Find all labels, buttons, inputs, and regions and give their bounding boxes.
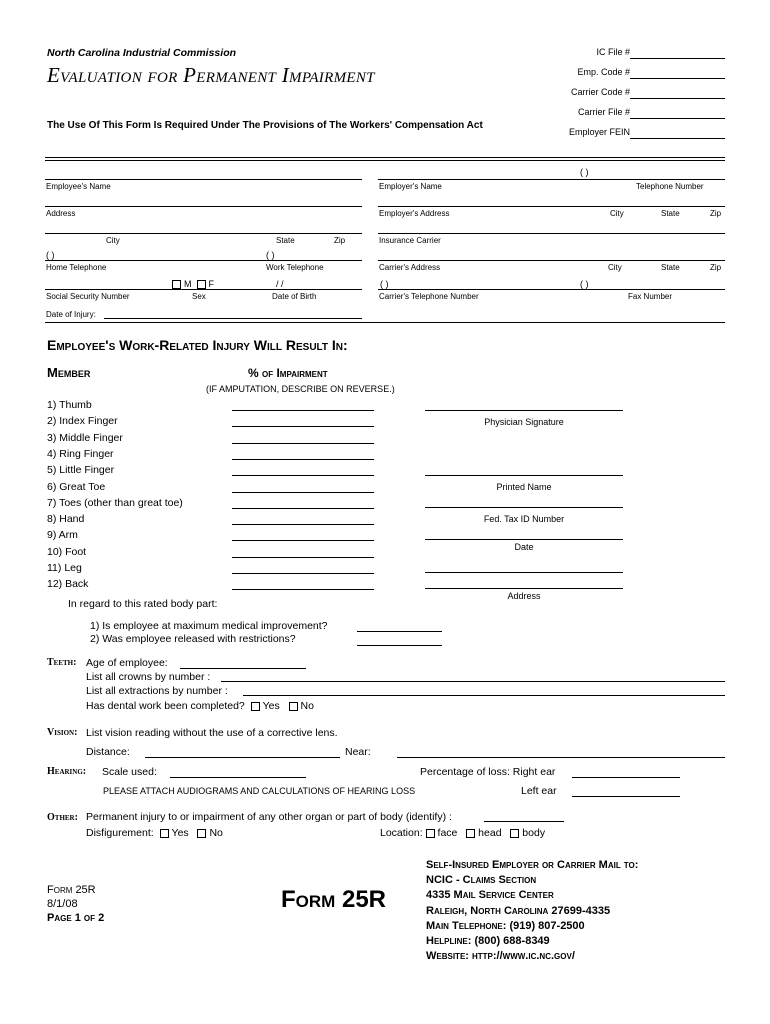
member-item: 2) Index Finger	[47, 415, 118, 428]
member-heading: Member	[47, 365, 91, 380]
physician-signature-label: Physician Signature	[484, 417, 564, 427]
agency-name: North Carolina Industrial Commission	[47, 47, 237, 59]
left-ear-label: Left ear	[521, 785, 557, 797]
distance-label: Distance:	[86, 746, 130, 758]
form-subtitle: The Use Of This Form Is Required Under The Provisions of The Workers' Compensation Act	[47, 120, 483, 131]
distance-field[interactable]	[145, 757, 340, 758]
work-telephone-label: Work Telephone	[266, 263, 324, 272]
emp-code-label: Emp. Code #	[577, 67, 630, 77]
disfig-no-checkbox[interactable]	[197, 829, 206, 838]
printed-name-label: Printed Name	[496, 482, 552, 492]
amputation-note: (IF AMPUTATION, DESCRIBE ON REVERSE.)	[206, 384, 395, 394]
header-rule	[45, 157, 725, 158]
employer-phone-paren: ( )	[580, 167, 589, 177]
employer-address-field[interactable]	[378, 206, 725, 207]
member-impairment-field[interactable]	[232, 573, 374, 574]
employer-city-label: City	[610, 209, 624, 218]
head-label: head	[478, 827, 502, 839]
tax-id-field[interactable]	[425, 507, 623, 508]
member-item: 11) Leg	[47, 562, 82, 574]
carrier-phone-label: Carrier's Telephone Number	[379, 292, 479, 301]
other-label: Other:	[47, 812, 78, 823]
physician-address-label: Address	[507, 591, 541, 601]
printed-name-field[interactable]	[425, 475, 623, 476]
sex-m-label: M	[184, 279, 192, 289]
home-phone-paren: ( )	[46, 250, 55, 260]
member-item: 12) Back	[47, 578, 89, 591]
rated-body-part: In regard to this rated body part:	[68, 598, 218, 610]
carrier-state-label: State	[661, 263, 680, 272]
location-row	[380, 827, 545, 839]
work-phone-paren: ( )	[266, 250, 275, 260]
ssn-label: Social Security Number	[46, 292, 130, 301]
mail-line: Self-Insured Employer or Carrier Mail to:	[426, 859, 639, 871]
scale-label: Scale used:	[102, 766, 157, 778]
phones-field[interactable]	[45, 260, 362, 261]
mail-line: NCIC - Claims Section	[426, 874, 537, 887]
sex-options[interactable]	[172, 279, 214, 289]
address-line-1[interactable]	[425, 572, 623, 573]
employer-address-label: Employer's Address	[379, 209, 450, 218]
member-impairment-field[interactable]	[232, 443, 374, 444]
header-rule-2	[45, 160, 725, 161]
crowns-label: List all crowns by number :	[86, 671, 211, 683]
sex-f-label: F	[208, 279, 215, 289]
date-label: Date	[514, 542, 534, 552]
mail-line: Raleigh, North Carolina 27699-4335	[426, 904, 611, 917]
carrier-city-label: City	[608, 263, 622, 272]
location-label: Location:	[380, 827, 423, 839]
member-impairment-field[interactable]	[232, 492, 374, 493]
member-impairment-field[interactable]	[232, 508, 374, 509]
telephone-number-label: Telephone Number	[636, 182, 704, 191]
face-checkbox[interactable]	[426, 829, 435, 838]
pct-heading: % of Impairment	[248, 366, 328, 380]
member-item: 5) Little Finger	[47, 464, 115, 477]
employee-name-label: Employee's Name	[46, 182, 111, 191]
right-ear-field[interactable]	[572, 777, 680, 778]
dental-yes-checkbox[interactable]	[251, 702, 260, 711]
dental-no-label: No	[300, 700, 314, 712]
carrier-zip-label: Zip	[710, 263, 722, 272]
ssn-sex-dob-field[interactable]	[45, 289, 362, 290]
carrier-phone-paren: ( )	[380, 279, 389, 289]
other-field[interactable]	[484, 821, 564, 822]
age-field[interactable]	[180, 668, 306, 669]
member-impairment-field[interactable]	[232, 589, 374, 590]
carrier-phone-field[interactable]	[378, 289, 725, 290]
employer-name-field[interactable]	[378, 179, 725, 180]
fax-label: Fax Number	[628, 292, 673, 301]
member-item: 6) Great Toe	[47, 480, 106, 493]
head-checkbox[interactable]	[466, 829, 475, 838]
emp-code-field[interactable]	[630, 78, 725, 79]
employee-city-state-field[interactable]	[45, 233, 362, 234]
member-impairment-field[interactable]	[232, 459, 374, 460]
attach-note: PLEASE ATTACH AUDIOGRAMS AND CALCULATIONS OF HEARING LOSS	[103, 786, 416, 796]
member-item: 7) Toes (other than great toe)	[47, 496, 183, 509]
restrictions-answer[interactable]	[357, 645, 442, 646]
near-field[interactable]	[397, 757, 725, 758]
member-item: 9) Arm	[47, 529, 78, 542]
body-checkbox[interactable]	[510, 829, 519, 838]
zip-label: Zip	[334, 236, 346, 245]
carrier-code-label: Carrier Code #	[570, 87, 630, 97]
mail-line: Helpline: (800) 688-8349	[426, 935, 550, 947]
address-label: Address	[46, 209, 76, 218]
carrier-file-label: Carrier File #	[577, 107, 630, 117]
sex-label: Sex	[192, 292, 206, 301]
hearing-label: Hearing:	[47, 766, 87, 777]
disfigurement-row	[86, 827, 223, 839]
employer-zip-label: Zip	[710, 209, 722, 218]
date-of-injury-field[interactable]	[104, 318, 362, 319]
carrier-address-label: Carrier's Address	[379, 263, 441, 272]
member-impairment-field[interactable]	[232, 475, 374, 476]
sex-m-checkbox[interactable]	[172, 280, 181, 289]
carrier-file-field[interactable]	[630, 118, 725, 119]
disfig-yes-label: Yes	[171, 827, 189, 839]
form-title: Evaluation for Permanent Impairment	[47, 63, 375, 87]
injury-heading: Employee's Work-Related Injury Will Result In:	[47, 337, 348, 353]
mail-line: 4335 Mail Service Center	[426, 889, 554, 902]
mmi-question: 1) Is employee at maximum medical improvement?	[90, 620, 328, 632]
extractions-label: List all extractions by number :	[86, 685, 228, 697]
employee-address-field[interactable]	[45, 206, 362, 207]
sex-f-checkbox[interactable]	[197, 280, 206, 289]
member-impairment-field[interactable]	[232, 426, 374, 427]
member-item: 8) Hand	[47, 513, 85, 526]
disfig-no-label: No	[209, 827, 223, 839]
disfigurement-label: Disfigurement:	[86, 827, 154, 839]
left-ear-field[interactable]	[572, 796, 680, 797]
carrier-code-field[interactable]	[630, 98, 725, 99]
fax-paren: ( )	[580, 279, 589, 289]
employer-fein-field[interactable]	[630, 138, 725, 139]
employer-name-label: Employer's Name	[379, 182, 442, 191]
disfig-yes-checkbox[interactable]	[160, 829, 169, 838]
employer-state-label: State	[661, 209, 680, 218]
section-rule	[45, 322, 725, 323]
near-label: Near:	[345, 746, 371, 758]
state-label: State	[276, 236, 295, 245]
teeth-label: Teeth:	[47, 657, 77, 668]
dental-no-checkbox[interactable]	[289, 702, 298, 711]
ic-file-label: IC File #	[596, 47, 630, 57]
member-item: 10) Foot	[47, 545, 87, 558]
dental-label: Has dental work been completed?	[86, 700, 245, 712]
tax-id-label: Fed. Tax ID Number	[483, 514, 565, 524]
other-text: Permanent injury to or impairment of any other organ or part of body (identify) :	[86, 811, 452, 823]
extractions-field[interactable]	[243, 695, 725, 696]
face-label: face	[437, 827, 458, 839]
footer-form-number: Form 25R	[47, 884, 96, 896]
crowns-field[interactable]	[221, 681, 725, 682]
carrier-address-field[interactable]	[378, 260, 725, 261]
restrictions-question: 2) Was employee released with restrictions?	[90, 633, 296, 645]
insurance-carrier-label: Insurance Carrier	[379, 236, 441, 245]
date-of-injury-label: Date of Injury:	[46, 310, 96, 319]
mmi-answer[interactable]	[357, 631, 442, 632]
member-item: 4) Ring Finger	[47, 447, 114, 460]
member-impairment-field[interactable]	[232, 524, 374, 525]
member-impairment-field[interactable]	[232, 557, 374, 558]
dental-question	[86, 700, 314, 712]
footer-page: Page 1 of 2	[47, 912, 105, 924]
ic-file-field[interactable]	[630, 58, 725, 59]
vision-text: List vision reading without the use of a corrective lens.	[86, 727, 338, 739]
dental-yes-label: Yes	[262, 700, 280, 712]
right-ear-label: Percentage of loss: Right ear	[420, 766, 556, 778]
date-field[interactable]	[425, 539, 623, 540]
footer-date: 8/1/08	[47, 898, 78, 910]
member-impairment-field[interactable]	[232, 540, 374, 541]
address-line-2[interactable]	[425, 588, 623, 589]
footer-big-form: Form 25R	[281, 886, 387, 913]
city-label: City	[106, 236, 120, 245]
age-label: Age of employee:	[86, 657, 168, 669]
member-item: 1) Thumb	[47, 399, 92, 411]
dob-slashes: / /	[276, 279, 284, 289]
insurance-carrier-field[interactable]	[378, 233, 725, 234]
dob-label: Date of Birth	[272, 292, 317, 301]
employee-name-field[interactable]	[45, 179, 362, 180]
home-telephone-label: Home Telephone	[46, 263, 107, 272]
body-label: body	[522, 827, 546, 839]
mail-line: Main Telephone: (919) 807-2500	[426, 919, 585, 932]
mail-line: Website: http://www.ic.nc.gov/	[426, 950, 575, 963]
vision-label: Vision:	[47, 727, 78, 738]
scale-field[interactable]	[170, 777, 306, 778]
employer-fein-label: Employer FEIN	[568, 127, 630, 137]
physician-signature-field[interactable]	[425, 410, 623, 411]
member-item: 3) Middle Finger	[47, 431, 123, 444]
member-impairment-field[interactable]	[232, 410, 374, 411]
